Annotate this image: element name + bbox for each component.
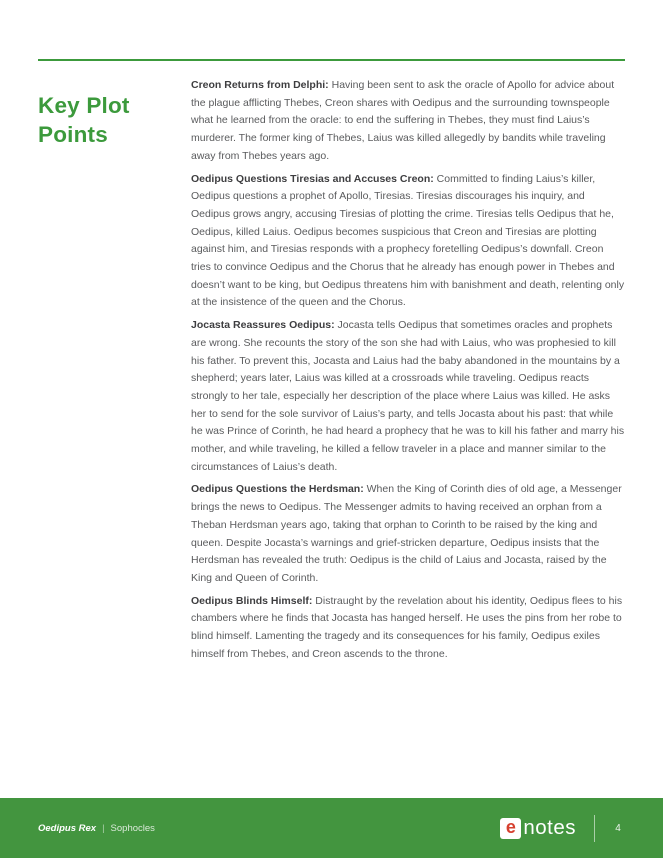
plot-point-body: Jocasta tells Oedipus that sometimes oracles and prophets are wrong. She recounts the story of the son she had with Laius, who was prophesied to kill his father. To prevent this, Jocasta and Laius had the baby abandoned in the mountains by a shepherd; years later, Laius was killed at a crossroads while traveling. Oedipus reacts strongly to her tale, especially her description of the place where Laius was killed. He asks her to send for the sole survivor of Laius’s party, and tells Jocasta about his past: that while he was Prince of Corinth, he had heard a prophecy that he was to kill his father and marry his mother, and while traveling, he killed a fellow traveler in a place and manner similar to the circumstances of Laius’s death. xyxy=(191,319,625,473)
book-title: Oedipus Rex xyxy=(38,822,97,834)
plot-point-body: Having been sent to ask the oracle of Apollo for advice about the plague afflicting Thebes, Creon shares with Oedipus and the surrounding townspeople what he learned from the oracle: to end the suffering in Thebes, they must find Laius’s murderer. The former king of Thebes, Laius was killed allegedly by bandits while traveling away from Thebes years ago. xyxy=(191,79,615,162)
author-name: Sophocles xyxy=(110,822,155,834)
plot-point-body: Distraught by the revelation about his identity, Oedipus flees to his chambers where he finds that Jocasta has hanged herself. He uses the pins from her robe to blind himself. Lamenting the tragedy and its consequences for his family, Oedipus exiles himself from Thebes, and Creon ascends to the throne. xyxy=(191,594,623,660)
plot-point-paragraph xyxy=(191,593,625,664)
enotes-logo-text: notes xyxy=(523,816,576,839)
enotes-logo-e-icon: e xyxy=(500,818,521,839)
plot-point-paragraph xyxy=(191,317,625,476)
plot-point-paragraph xyxy=(191,171,625,313)
plot-point-body: Committed to finding Laius’s killer, Oedipus questions a prophet of Apollo, Tiresias. Tiresias discourages his inquiry, and Oedipus grows angry, accusing Tiresias of plotting the crime. Tiresias tells Oedipus that he, Oedipus, killed Laius. Oedipus becomes suspicious that Creon and Tiresias are plotting against him, and Tiresias responds with a prophecy foretelling Oedipus’s downfall. Creon tries to convince Oedipus and the Chorus that he already has enough power in Thebes and doesn’t want to be king, but Oedipus threatens him with banishment and death, relenting only at the insistence of the queen and the Chorus. xyxy=(191,172,625,309)
footer-bar xyxy=(0,798,663,858)
top-accent-rule xyxy=(38,59,625,61)
page-number: 4 xyxy=(615,822,621,834)
plot-point-paragraph xyxy=(191,481,625,587)
enotes-logo xyxy=(500,816,576,840)
plot-point-body: When the King of Corinth dies of old age, a Messenger brings the news to Oedipus. The Messenger admits to having received an orphan from a Theban Herdsman years ago, taking that orphan to Corinth to be raised by the king and queen. Despite Jocasta’s warnings and grief-stricken departure, Oedipus insists that the Herdsman has revealed the truth: Oedipus is the child of Laius and Jocasta, raised by the King and Queen of Corinth. xyxy=(191,483,622,584)
plot-point-heading: Creon Returns from Delphi: xyxy=(191,79,329,91)
footer-work-info xyxy=(38,823,155,834)
page-title: Key Plot Points xyxy=(38,93,130,148)
footer-separator: | xyxy=(102,822,105,834)
plot-points-content xyxy=(191,77,625,669)
plot-point-heading: Oedipus Blinds Himself: xyxy=(191,594,313,607)
footer-brand-area xyxy=(500,815,625,842)
plot-point-heading: Jocasta Reassures Oedipus: xyxy=(191,319,335,332)
plot-point-paragraph xyxy=(191,77,625,166)
plot-point-heading: Oedipus Questions the Herdsman: xyxy=(191,483,364,496)
footer-vertical-divider xyxy=(594,815,595,842)
plot-point-heading: Oedipus Questions Tiresias and Accuses Creon: xyxy=(191,172,434,185)
